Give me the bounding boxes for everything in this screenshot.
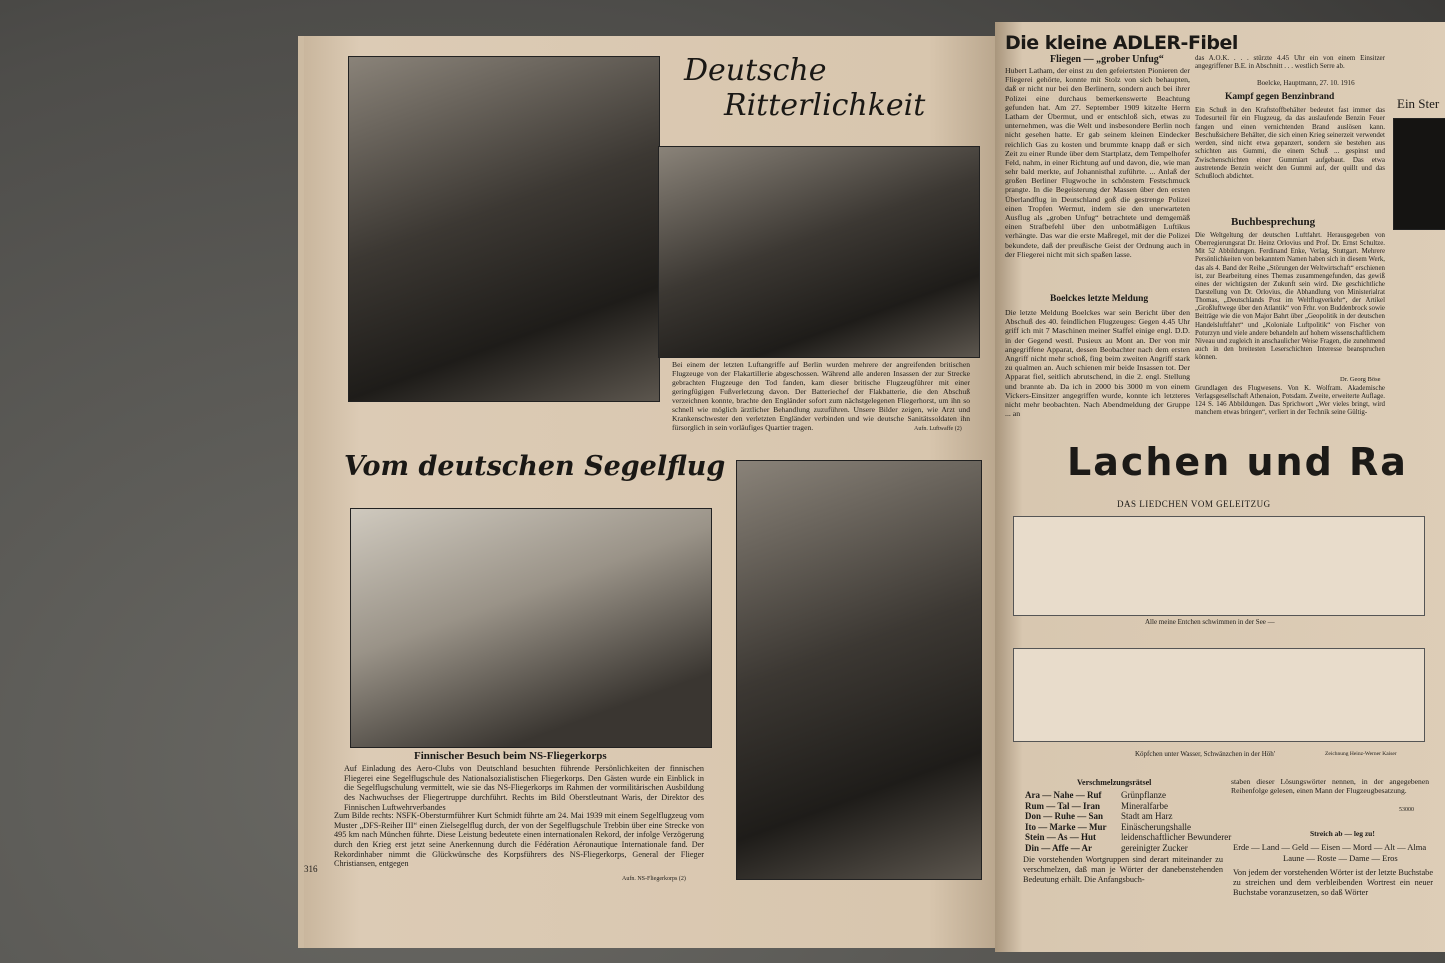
puzzle2-words: Erde — Land — Geld — Eisen — Mord — Alt — Alma [1233, 842, 1427, 852]
record-credit: Aufn. NS-Fliegerkorps (2) [622, 876, 686, 882]
latham-text: Hubert Latham, der einst zu den gefeiertsten Pionieren der Fliegerei gehörte, konnte mit Stolz von sich behaupten, daß er nicht nur bei den Berlinern, sondern auch bei ihrer Polizei eine durchaus bemerkenswerte Beachtung gefunden hat. Am 27. September 1909 kitzelte Herrn Latham der Übermut, und er entschloß sich, etwas zu unternehmen, was die Welt und insbesondere Berlin noch nicht gesehen hatte. Er gab seinem kleinen Eindecker reichlich Gas zu kosten und brummte knapp daß er sich Zeit zu einer Runde über dem Startplatz, dem Tempelhofer Feld, nahm, in einer Richtung auf und davon, die, wie man sehr bald merkte, auf Johannisthal zuführte. ... Anlaß der großen Berliner Flugwoche in schönstem Festschmuck prangte. In die Begeisterung der Massen über den ersten Überlandflug in Deutschland goß die gestrenge Polizei einen Tropfen Wermut, indem sie den unerwarteten Ausflug als „groben Unfug“ betrachtete und demgemäß einen Strafbefehl über den unbotmäßigen Luftikus verhängte. Das war die erste Maßregel, mit der die Polizei bekundete, daß der preußische Geist der Ordnung auch in der Fliegerei nicht mit sich spaßen lasse. [1005, 66, 1190, 259]
finnish-heading: Finnischer Besuch beim NS-Fliegerkorps [414, 750, 607, 762]
puzzle-row [1025, 811, 1231, 822]
photo-wounded-pilot-carried [348, 56, 660, 402]
puzzle-words: Ito — Marke — Mur [1025, 821, 1107, 832]
puzzle-meaning: Einäscherungshalle [1121, 821, 1191, 832]
book2-text: Grundlagen des Flugwesens. Von K. Wolfram. Akademische Verlagsgesellschaft Athenaion, Potsdam. Zweite, erweiterte Auflage. 124 S. 146 Abbildungen. Das Sprichwort „Wer vieles bringt, wird manchem etwas bringen“, verliert in der Technik seine Gültig- [1195, 385, 1385, 417]
title-line: Deutsche [684, 53, 827, 88]
photo-record-congratulation [736, 460, 982, 880]
puzzle-row [1025, 822, 1231, 833]
puzzle-row [1025, 801, 1231, 812]
chivalry-caption: Bei einem der letzten Luftangriffe auf Berlin wurden mehrere der angreifenden britischen Flugzeuge von der Flakartillerie abgeschossen. Während alle anderen Insassen der zur Strecke gebrachten Flugzeuge den Tod fanden, kam dieser britische Flugzeugführer mit einer geringfügigen Fußverletzung davon. Der Batteriechef der Flakbatterie, die den Abschuß verzeichnen konnte, brachte den Engländer sofort zum nächstgelegenen Fliegerhorst, um ihn so schnell wie möglich ärztlicher Behandlung zuzuführen. Unsere Bilder zeigen, wie Arzt und Krankenschwester den verletzten Engländer verbinden und wie deutsche Sanitätssoldaten ihn fürsorglich in sein vorläufiges Quartier tragen. [672, 360, 970, 432]
comic-caption-1: Alle meine Entchen schwimmen in der See — [1145, 618, 1275, 626]
comic-caption-2: Köpfchen unter Wasser, Schwänzchen in der Höh' [1135, 750, 1276, 758]
puzzle-meaning: Stadt am Harz [1121, 811, 1173, 821]
puzzle2-title: Streich ab — leg zu! [1310, 829, 1375, 838]
chivalry-credit: Aufn. Luftwaffe (2) [914, 426, 962, 432]
puzzle-words: Din — Affe — Ar [1025, 842, 1092, 853]
subhead-benzinbrand: Kampf gegen Benzinbrand [1225, 92, 1335, 102]
puzzle1-rows [1025, 790, 1231, 853]
subhead-boelcke: Boelckes letzte Meldung [1050, 294, 1149, 304]
book-review-signature: Dr. Georg Böse [1340, 376, 1381, 383]
subhead-buchbesprechung: Buchbesprechung [1231, 216, 1316, 228]
puzzle2-words-2: Laune — Roste — Dame — Eros [1283, 853, 1398, 863]
puzzle-meaning: leidenschaftlicher Bewunderer [1121, 832, 1232, 842]
puzzle-meaning: Grünpflanze [1121, 790, 1166, 800]
left-page [298, 36, 998, 948]
title-line: Ritterlichkeit [724, 87, 926, 123]
comic-panel-ships-afloat [1013, 516, 1425, 616]
title-chivalry [684, 54, 925, 123]
finnish-text: Auf Einladung des Aero-Clubs von Deutschland besuchten führende Persönlichkeiten der finnischen Fliegerei eine Segelflugschule des Nationalsozialistischen Fliegerkorps. Den Gästen wurde ein Einblick in die Segelflugschulung vermittelt, wie sie das NS-Fliegerkorps im Rahmen der vormilitärischen Ausbildung des Nachwuchses der Fliegertruppe durchführt. Rechts im Bild Oberstleutnant Waris, der Direktor des Finnischen Luftwehrverbandes [344, 764, 704, 812]
title-gliding: Vom deutschen Segelflug [344, 451, 726, 482]
page-number: 316 [304, 864, 318, 874]
record-text: Zum Bilde rechts: NSFK-Obersturmführer Kurt Schmidt führte am 24. Mai 1939 mit einem Segelflugzeug vom Muster „DFS-Reiher III“ einen Zielsegelflug durch, der von der Segelflugschule Trebbin über eine Strecke von 495 km nach München führte. Diese Leistung bedeutete einen internationalen Rekord, der infolge Verzögerung durch den Krieg erst jetzt seine Anerkennung durch die Fédération Aéronautique Internationale fand. Der Rekordinhaber nimmt die Glückwünsche des Korpsführers des NS-Fliegerkorps, General der Flieger Christiansen, entgegen [334, 811, 704, 869]
puzzle-words: Ara — Nahe — Ruf [1025, 790, 1102, 800]
puzzle2-text: Von jedem der vorstehenden Wörter ist der letzte Buchstabe zu streichen und dem verbleibenden Wortrest ein neuer Buchstabe voranzusetzen, so daß Wörter [1233, 868, 1433, 897]
photo-doctor-nurse [658, 146, 980, 358]
comic-credit: Zeichnung Heinz-Werner Kaiser [1325, 751, 1397, 757]
subhead-grober-unfug: Fliegen — „grober Unfug“ [1050, 54, 1164, 65]
benzinbrand-text: Ein Schuß in den Kraftstoffbehälter bedeutet fast immer das Todesurteil für ein Flugzeug, da das auslaufende Benzin Feuer fangen und einen vernichtenden Brand auslösen kann. Beschußsichere Behälter, die sich einen Krieg seinerzeit verwendet werden, sind nicht etwa gepanzert, sondern sie bestehen aus schichten aus Gummi, die einem Schuß ... gespinst und Zwischenschichten einer Gummiart aufgebaut. Das etwa austretende Benzin weicht den Gummi auf, der quillt und das Schußloch abdichtet. [1195, 106, 1385, 180]
right-page [995, 22, 1445, 952]
humor-title: Lachen und Ra [1067, 440, 1408, 484]
puzzle-words: Stein — As — Hut [1025, 832, 1097, 842]
photo-glider-finnish-visit [350, 508, 712, 748]
comic-panel-ships-sinking [1013, 648, 1425, 742]
photo-night-sky [1393, 118, 1445, 230]
puzzle-meaning: gereinigter Zucker [1121, 842, 1188, 853]
boelcke-report-end: das A.O.K. . . . stürzte 4.45 Uhr ein von einem Einsitzer angegriffener B.E. in Abschnitt . . . westlich Serre ab. [1195, 54, 1385, 71]
puzzle-meaning: Mineralfarbe [1121, 800, 1168, 811]
boelcke-signature: Boelcke, Hauptmann, 27. 10. 1916 [1257, 79, 1355, 87]
puzzle-words: Don — Ruhe — San [1025, 811, 1104, 821]
puzzle1-continuation: staben dieser Lösungswörter nennen, in der angegebenen Reihenfolge gelesen, einen Mann der Flugzeugbesatzung. [1231, 777, 1429, 795]
puzzle1-title: Verschmelzungsrätsel [1077, 778, 1152, 787]
partial-header-ein-stern: Ein Ster [1397, 96, 1440, 111]
puzzle-words: Rum — Tal — Iran [1025, 800, 1101, 811]
puzzle-row [1025, 790, 1231, 801]
masthead: Die kleine ADLER-Fibel [1005, 32, 1238, 54]
comic-title: DAS LIEDCHEN VOM GELEITZUG [1117, 499, 1271, 509]
puzzle-row [1025, 843, 1231, 854]
puzzle-row [1025, 832, 1231, 843]
puzzle1-code: 53000 [1399, 807, 1414, 813]
puzzle1-text: Die vorstehenden Wortgruppen sind derart miteinander zu verschmelzen, daß man je Wörter der danebenstehenden Bedeutung erhält. Die Anfangsbuch- [1023, 855, 1223, 884]
boelcke-text: Die letzte Meldung Boelckes war sein Bericht über den Abschuß des 40. feindlichen Flugzeuges: Gegen 4.45 Uhr griff ich mit 7 Maschinen meiner Staffel einige engl. D.D. in der Gegend westl. Pusieux au Mont an. Der von mir angegriffene Apparat, dessen Beobachter nach dem ersten Angriff nicht mehr schoß, fing beim zweiten Angriff stark zu qualmen an. Auch schienen mir beide Insassen tot. Der Apparat fiel, seitlich abrutschend, in die 2. engl. Stellung und brannte ab. Da ich in 2000 bis 3000 m von einem Vickers-Einsitzer angegriffen wurde, konnte ich letzteres nicht mehr beobachten. Nach Abendmeldung der Gruppe ... an [1005, 308, 1190, 419]
book-review-text: Die Weltgeltung der deutschen Luftfahrt. Herausgegeben von Oberregierungsrat Dr. Heinz Orlovius und Prof. Dr. Ernst Schultze. Mit 52 Abbildungen. Ferdinand Enke, Verlag, Stuttgart. Mehrere Persönlichkeiten von bekanntem Namen haben sich in diesem Werk, das als 4. Band der Reihe „Störungen der Weltwirtschaft“ erschienen ist, zur Bearbeitung eines Themas zusammengefunden, das gewiß eines der wichtigsten der Zukunft sein wird. Die geschichtliche Darstellung von Dr. Orlovius, die Abhandlung von Ministerialrat Thomas, „Deutschlands Post im Weltflugverkehr“, der Artikel „Großluftwege über den Atlantik“ von Frhr. von Buddenbrock sowie Beiträge wie die von Major Bahrt über „Geopolitik in der deutschen Handelsluftfahrt“ und „Koloniale Luftpolitik“ von Fischer von Poturzyn und viele andere behandeln auf hohem wissenschaftlichem Niveau und zugleich in anschaulicher Weise Fragen, die zunehmend auch in den breitesten Leserschichten Interesse beanspruchen können. [1195, 232, 1385, 362]
